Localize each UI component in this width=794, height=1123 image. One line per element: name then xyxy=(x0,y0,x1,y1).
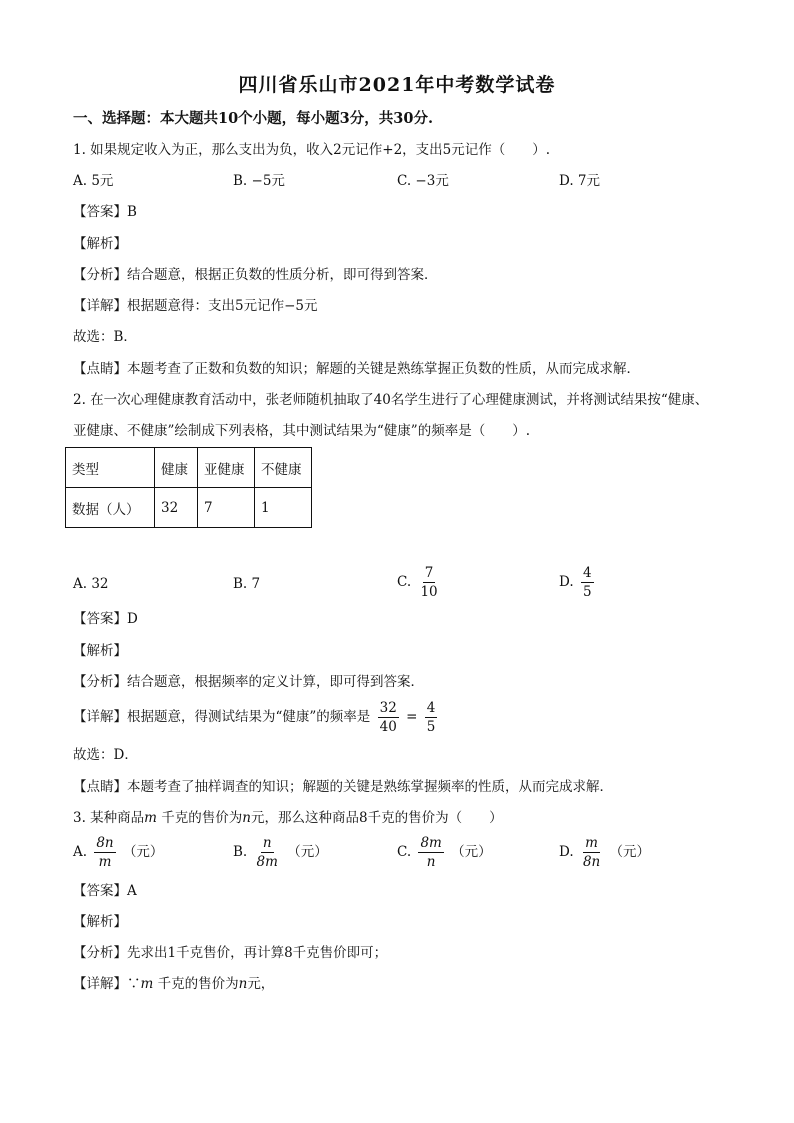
fraction-denominator: 5 xyxy=(426,719,436,735)
q3-stem-text-1: 3. 某种商品 xyxy=(73,810,145,826)
q3-stem-var-n: n xyxy=(242,810,251,826)
q2-answer: 【答案】D xyxy=(73,611,138,627)
q1-dianjing: 【点睛】本题考查了正数和负数的知识；解题的关键是熟练掌握正负数的性质，从而完成求解． xyxy=(73,361,640,377)
q2-option-d-label: D. xyxy=(559,574,574,590)
q2-stem-line1: 2. 在一次心理健康教育活动中，张老师随机抽取了40名学生进行了心理健康测试，并将测试结果按“健康、 xyxy=(73,392,709,408)
q2-xiangjie-fraction-2 xyxy=(425,700,438,735)
table-header-row xyxy=(66,448,312,488)
q2-xiangjie-text: 【详解】根据题意，得测试结果为“健康”的频率是 xyxy=(73,709,371,725)
q2-option-c-fraction xyxy=(418,565,439,600)
q1-guxuan: 故选：B． xyxy=(73,329,137,345)
q3-option-b xyxy=(233,835,328,870)
table-cell: 1 xyxy=(255,488,312,528)
q2-fenxi: 【分析】结合题意，根据频率的定义计算，即可得到答案． xyxy=(73,674,424,690)
fraction-numerator: 8m xyxy=(420,835,442,851)
q2-xiangjie-fraction-1 xyxy=(378,700,399,735)
q3-stem-text-2: 千克的售价为 xyxy=(161,810,243,826)
table-header-cell: 健康 xyxy=(155,448,198,488)
q1-fenxi: 【分析】结合题意，根据正负数的性质分析，即可得到答案． xyxy=(73,267,438,283)
q3-xiangjie-var-n: n xyxy=(238,976,248,992)
fraction-denominator: 40 xyxy=(379,719,397,735)
fraction-numerator: n xyxy=(262,835,272,851)
q2-option-c xyxy=(397,565,443,600)
q2-guxuan: 故选：D． xyxy=(73,747,138,763)
fraction-numerator: 4 xyxy=(582,565,592,581)
table-cell: 7 xyxy=(198,488,255,528)
q1-option-a: A. 5元 xyxy=(73,173,114,189)
section-heading: 一、选择题：本大题共10个小题，每小题3分，共30分. xyxy=(73,110,433,127)
q3-option-a xyxy=(73,835,163,870)
q3-option-d xyxy=(559,835,650,870)
q3-option-b-fraction xyxy=(255,835,280,870)
q2-option-d xyxy=(559,565,597,600)
table-header-cell: 不健康 xyxy=(255,448,312,488)
q1-option-c: C. −3元 xyxy=(397,173,449,189)
q1-xiangjie: 【详解】根据题意得：支出5元记作−5元 xyxy=(73,298,318,314)
fraction-denominator: 5 xyxy=(582,584,592,600)
page-title: 四川省乐山市2021年中考数学试卷 xyxy=(238,74,556,96)
q2-jiexi: 【解析】 xyxy=(73,643,127,659)
fraction-denominator: 8n xyxy=(582,854,601,870)
q3-option-c-fraction xyxy=(418,835,443,870)
q2-option-b: B. 7 xyxy=(233,576,261,592)
q3-option-c xyxy=(397,835,492,870)
q2-stem-line2: 亚健康、不健康”绘制成下列表格，其中测试结果为“健康”的频率是（ ）. xyxy=(73,423,530,439)
q1-option-d: D. 7元 xyxy=(559,173,601,189)
q1-answer: 【答案】B xyxy=(73,204,137,220)
q3-xiangjie-text-2: 千克的售价为 xyxy=(157,976,239,992)
q2-data-table xyxy=(65,447,312,528)
q3-option-d-label: D. xyxy=(559,844,574,860)
q2-option-c-label: C. xyxy=(397,574,412,590)
table-cell: 数据（人） xyxy=(66,488,155,528)
fraction-numerator: 8n xyxy=(96,835,114,851)
fraction-denominator: n xyxy=(426,854,436,870)
q3-option-unit: （元） xyxy=(122,844,164,860)
q3-xiangjie-text-3: 元， xyxy=(247,976,275,992)
q3-option-a-fraction xyxy=(94,835,115,870)
q1-option-b: B. −5元 xyxy=(233,173,285,189)
table-header-cell: 类型 xyxy=(66,448,155,488)
q3-option-c-label: C. xyxy=(397,844,412,860)
q3-option-unit: （元） xyxy=(287,844,328,860)
q3-xiangjie-text-1: 【详解】∵ xyxy=(73,976,141,992)
q3-xiangjie xyxy=(73,975,274,993)
q3-option-unit: （元） xyxy=(451,844,492,860)
fraction-denominator: m xyxy=(98,854,112,870)
q3-answer: 【答案】A xyxy=(73,883,137,899)
table-row xyxy=(66,488,312,528)
q3-stem xyxy=(73,809,503,827)
q2-xiangjie xyxy=(73,700,440,735)
equals-sign: = xyxy=(406,709,418,725)
q2-option-a: A. 32 xyxy=(73,576,109,592)
fraction-numerator: 7 xyxy=(424,565,434,581)
table-header-cell: 亚健康 xyxy=(198,448,255,488)
fraction-numerator: 32 xyxy=(379,700,397,716)
q3-xiangjie-var-m: m xyxy=(140,976,154,992)
q2-dianjing: 【点睛】本题考查了抽样调查的知识；解题的关键是熟练掌握频率的性质，从而完成求解． xyxy=(73,779,613,795)
q3-stem-var-m: m xyxy=(144,810,157,826)
q2-option-d-fraction xyxy=(581,565,594,600)
q3-fenxi: 【分析】先求出1千克售价，再计算8千克售价即可； xyxy=(73,945,388,961)
q3-option-a-label: A. xyxy=(73,844,88,860)
q3-option-unit: （元） xyxy=(609,844,651,860)
q3-stem-text-3: 元，那么这种商品8千克的售价为（ ） xyxy=(250,810,503,826)
fraction-numerator: 4 xyxy=(426,700,436,716)
fraction-numerator: m xyxy=(585,835,598,851)
q3-jiexi: 【解析】 xyxy=(73,914,127,930)
fraction-denominator: 10 xyxy=(420,584,438,600)
table-cell: 32 xyxy=(155,488,198,528)
fraction-denominator: 8m xyxy=(256,854,278,870)
q1-jiexi: 【解析】 xyxy=(73,236,127,252)
q3-option-b-label: B. xyxy=(233,844,248,860)
q3-option-d-fraction xyxy=(581,835,602,870)
q1-stem: 1. 如果规定收入为正，那么支出为负，收入2元记作+2，支出5元记作（ ）. xyxy=(73,142,551,158)
